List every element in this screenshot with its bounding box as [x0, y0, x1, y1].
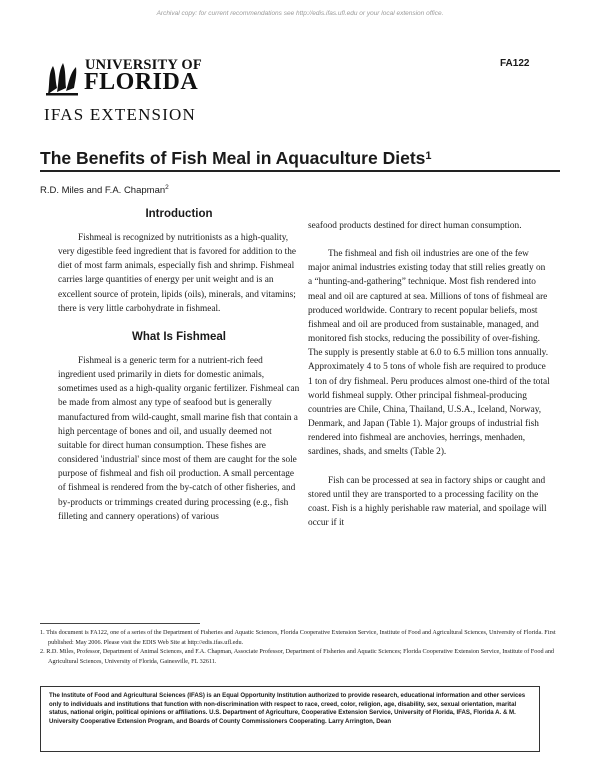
footnote-2: 2. R.D. Miles, Professor, Department of Animal Sciences, and F.A. Chapman, Associate Professor, Department of Fisheries and Aquatic Sciences; Florida Cooperative Extension Service, Institute of Food and Agricultural Sciences, University of Florida, Gainesville, FL 32611. [40, 648, 555, 665]
logo-ifas-extension: IFAS EXTENSION [44, 105, 197, 124]
document-number: FA122 [500, 58, 530, 69]
left-column [58, 207, 300, 538]
uf-seal-icon [44, 58, 82, 98]
right-column [308, 219, 550, 544]
document-title [40, 148, 432, 168]
what-is-fishmeal-paragraph: Fishmeal is a generic term for a nutrient-rich feed ingredient used primarily in diets for domestic animals, sometimes used as a high-quality organic fertilizer. Fishmeal can be made from almost any type of seafood but is generally manufactured from wild-caught, small marine fish that contain a high percentage of bones and oil, and usually deemed not suitable for direct human consumption. These fishes are considered 'industrial' since most of them are caught for the sole purpose of fishmeal and fish oil production. A small percentage of fishmeal is rendered from the by-catch of other fisheries, and by-products or trimmings created during processing (e.g., fish filleting and cannery operations) of various [58, 355, 300, 522]
equal-opportunity-statement: The Institute of Food and Agricultural Sciences (IFAS) is an Equal Opportunity Institution authorized to provide research, educational information and other services only to individuals and institutions that function with non-discrimination with respect to race, creed, color, religion, age, disability, sex, sexual orientation, marital status, national origin, political opinions or affiliations. U.S. Department of Agriculture, Cooperative Extension Service, University of Florida, IFAS, Florida A. & M. University Cooperative Extension Program, and Boards of County Commissioners Cooperating. Larry Arrington, Dean [40, 686, 540, 752]
logo-university-of: UNIVERSITY OF [85, 57, 202, 73]
intro-paragraph: Fishmeal is recognized by nutritionists as a high-quality, very digestible feed ingredient that is favored for addition to the diet of most farm animals, especially fish and shrimp. Fishmeal carries large quantities of energy per unit weight and is an excellent source of protein, lipids (oils), minerals, and vitamins; there is very little carbohydrate in fishmeal. [58, 233, 297, 314]
heading-what-is-fishmeal: What Is Fishmeal [132, 330, 226, 343]
uf-ifas-logo [44, 52, 234, 126]
title-footnote-marker: 1 [425, 150, 432, 162]
continuation-text: seafood products destined for direct human consumption. [308, 221, 522, 231]
authors-text: R.D. Miles and F.A. Chapman [40, 185, 166, 197]
authors-footnote-marker: 2 [165, 184, 169, 191]
title-divider [40, 170, 560, 172]
archival-notice: Archival copy: for current recommendations see http://edis.ifas.ufl.edu or your local extension office. [156, 10, 444, 17]
title-text: The Benefits of Fish Meal in Aquaculture Diets [40, 148, 426, 168]
industry-paragraph: The fishmeal and fish oil industries are one of the few major animal industries existing today that still relies greatly on a “hunting-and-gathering” technique. Most fish rendered into meal and oil are captured at sea. Millions of tons of fishmeal are produced worldwide. Contrary to recent popular beliefs, most fishmeal and oil are produced from sustainable, managed, and monitored fish stocks, reducing the possibility of over-fishing. The supply is presently stable at 6.0 to 6.5 million tons annually. Approximately 4 to 5 tons of whole fish are required to produce 1 ton of dry fishmeal. Peru produces almost one-third of the total world fishmeal supply. Other principal fishmeal-producing countries are Chile, China, Thailand, U.S.A., Iceland, Norway, Denmark, and Japan (Table 1). Major groups of industrial fish rendered into fishmeal are anchovies, herrings, menhaden, sardines, shads, and smelts (Table 2). [308, 249, 550, 458]
footnotes [40, 628, 562, 666]
heading-introduction: Introduction [145, 208, 213, 220]
footnote-1: 1. This document is FA122, one of a series of the Department of Fisheries and Aquatic Sciences, Florida Cooperative Extension Service, Institute of Food and Agricultural Sciences, University of Florida. First published: May 2006. Please visit the EDIS Web Site at http://edis.ifas.ufl.edu. [40, 629, 556, 646]
footnote-divider [40, 623, 200, 624]
logo-florida: FLORIDA [84, 69, 199, 95]
processing-paragraph: Fish can be processed at sea in factory ships or caught and stored until they are transported to a processing facility on the coast. Fish is a highly perishable raw material, and spoilage will occur if it [308, 475, 547, 528]
authors [40, 184, 169, 196]
